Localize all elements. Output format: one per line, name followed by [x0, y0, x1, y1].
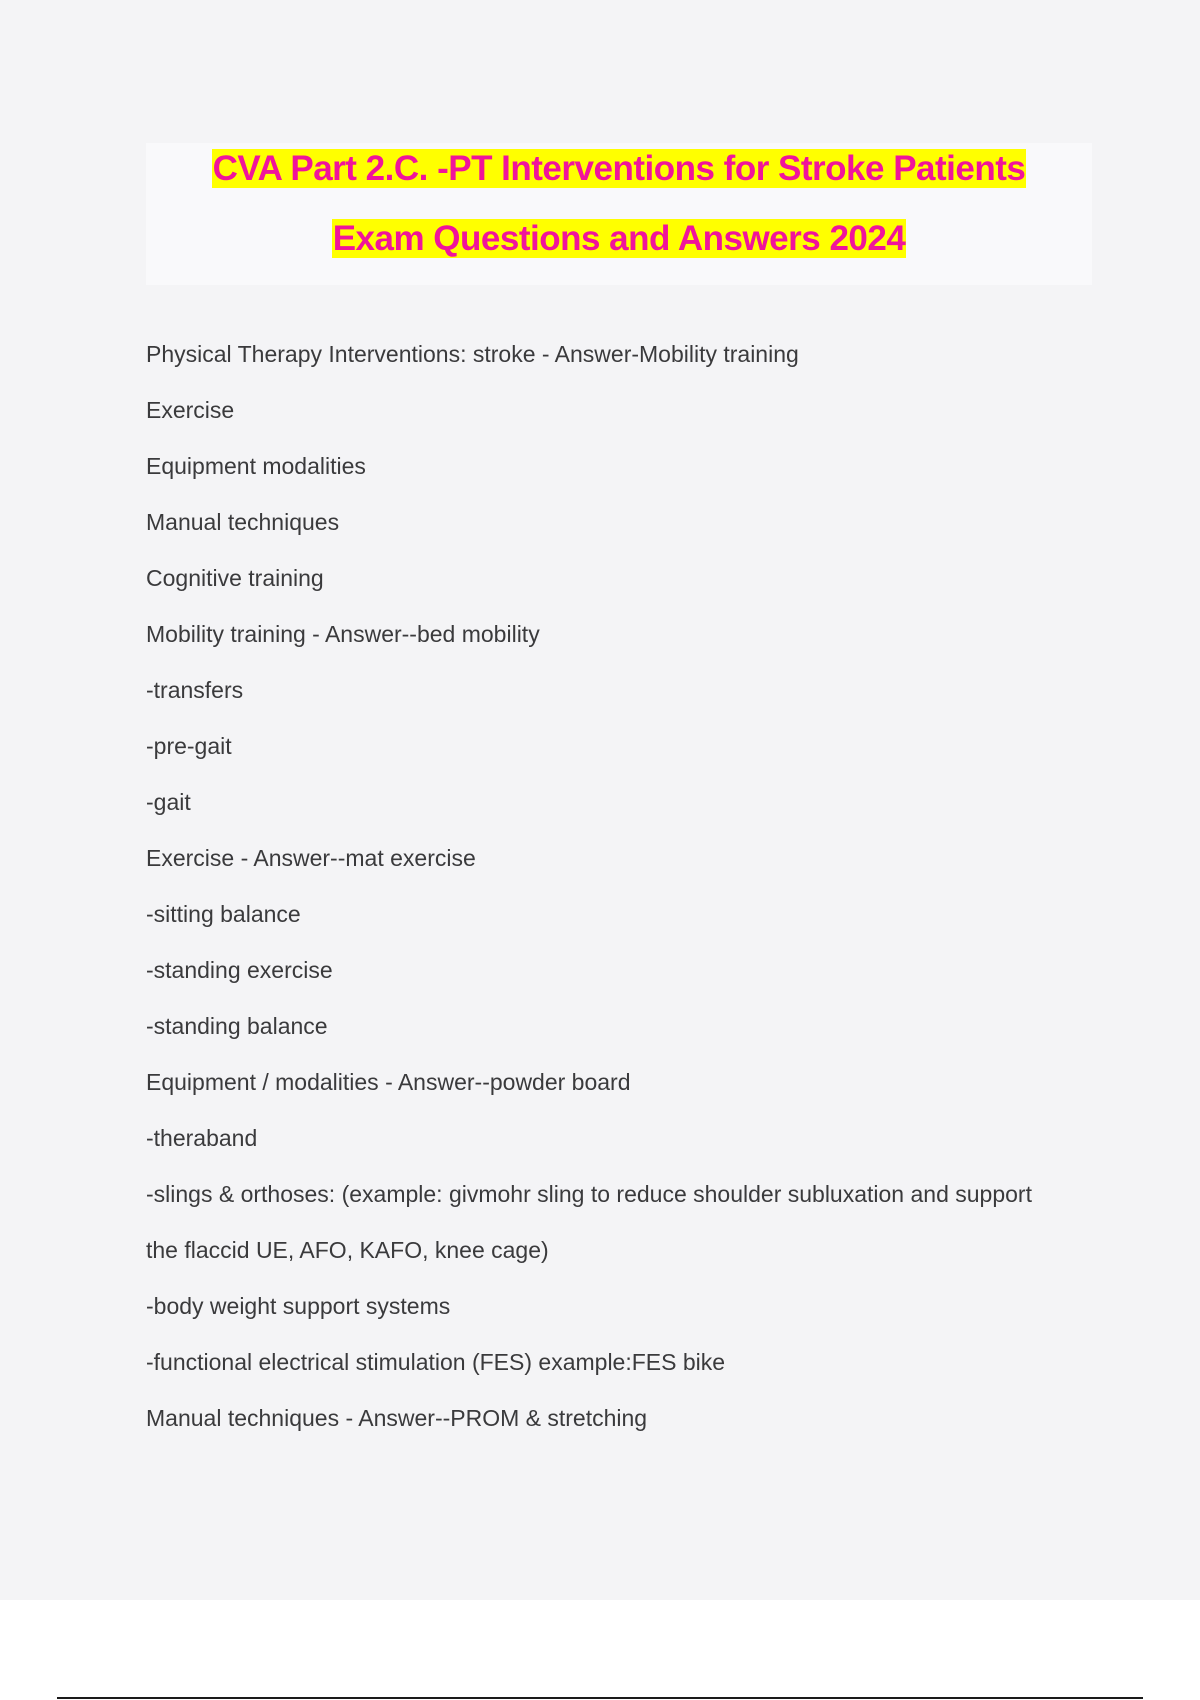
document-body — [146, 334, 1086, 1454]
body-line: Equipment / modalities - Answer--powder board — [146, 1069, 631, 1095]
body-line: Physical Therapy Interventions: stroke - Answer-Mobility training — [146, 341, 799, 367]
body-line: -pre-gait — [146, 733, 232, 759]
body-line: Exercise — [146, 397, 235, 423]
body-line: -body weight support systems — [146, 1293, 451, 1319]
document-title-line-1 — [146, 147, 1092, 191]
body-line: -theraband — [146, 1125, 258, 1151]
body-line: Manual techniques — [146, 509, 340, 535]
document-title-line-2 — [146, 217, 1092, 261]
title-text-2: Exam Questions and Answers 2024 — [332, 219, 906, 258]
body-line: -functional electrical stimulation (FES) example:FES bike — [146, 1349, 726, 1375]
body-line: Manual techniques - Answer--PROM & stretching — [146, 1405, 648, 1431]
body-line: -transfers — [146, 677, 244, 703]
body-line: Exercise - Answer--mat exercise — [146, 845, 476, 871]
body-line: Equipment modalities — [146, 453, 366, 479]
title-text-1: CVA Part 2.C. -PT Interventions for Stroke Patients — [212, 149, 1026, 188]
body-line: -sitting balance — [146, 901, 301, 927]
body-line: Cognitive training — [146, 565, 324, 591]
body-line: Mobility training - Answer--bed mobility — [146, 621, 540, 647]
body-line: -standing balance — [146, 1013, 328, 1039]
body-line: -slings & orthoses: (example: givmohr sling to reduce shoulder subluxation and support — [146, 1181, 1032, 1207]
page-divider — [57, 1697, 1143, 1699]
body-line: the flaccid UE, AFO, KAFO, knee cage) — [146, 1237, 549, 1263]
body-line: -gait — [146, 789, 191, 815]
body-line: -standing exercise — [146, 957, 333, 983]
